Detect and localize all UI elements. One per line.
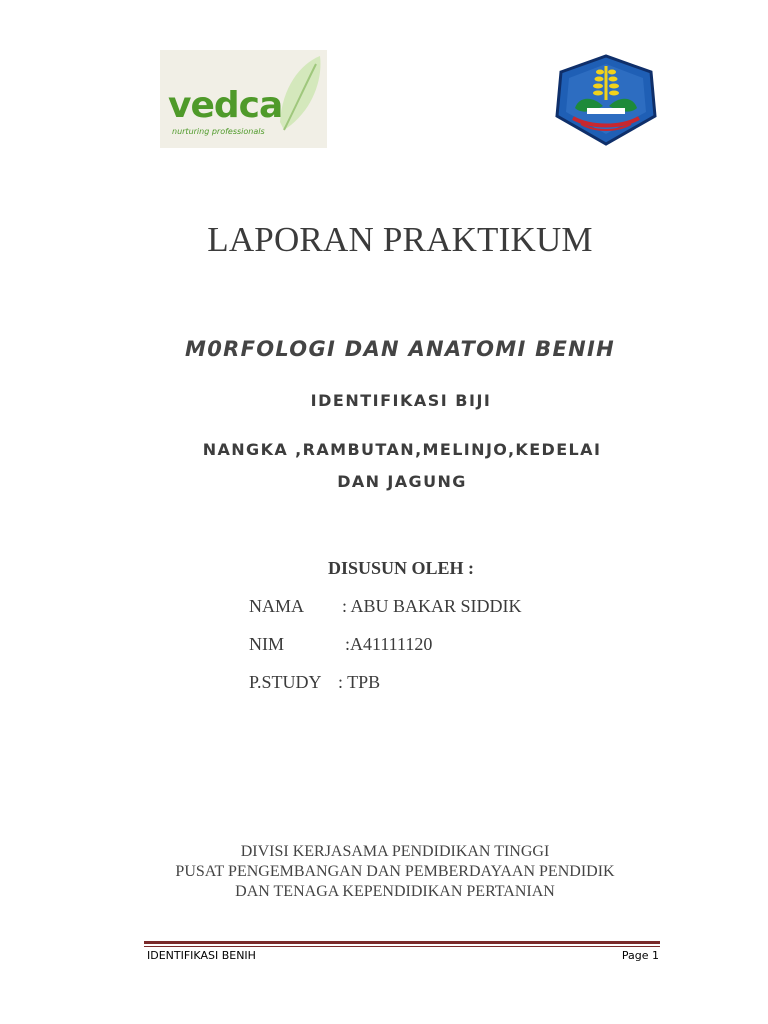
institution-line: PUSAT PENGEMBANGAN DAN PEMBERDAYAAN PENDIDIK bbox=[175, 863, 615, 880]
info-label: NAMA bbox=[249, 596, 305, 616]
footer-rule-thin bbox=[144, 946, 660, 947]
prepared-by-heading: DISUSUN OLEH : bbox=[327, 558, 475, 578]
seed-list-line-2: DAN JAGUNG bbox=[337, 472, 467, 491]
report-subtitle: M0RFOLOGI DAN ANATOMI BENIH bbox=[185, 337, 615, 361]
info-value: : ABU BAKAR SIDDIK bbox=[342, 596, 522, 616]
institution-block bbox=[0, 842, 768, 902]
seed-list-heading bbox=[0, 434, 768, 498]
university-emblem bbox=[551, 54, 661, 146]
info-label: P.STUDY bbox=[249, 672, 322, 692]
vedca-tagline: nurturing professionals bbox=[172, 127, 265, 136]
institution-line: DIVISI KERJASAMA PENDIDIKAN TINGGI bbox=[240, 843, 550, 860]
identification-heading: IDENTIFIKASI BIJI bbox=[310, 391, 492, 410]
vedca-wordmark: vedca bbox=[168, 85, 283, 126]
seed-list-line-1: NANGKA ,RAMBUTAN,MELINJO,KEDELAI bbox=[202, 440, 602, 459]
report-title: LAPORAN PRAKTIKUM bbox=[207, 220, 593, 259]
institution-line: DAN TENAGA KEPENDIDIKAN PERTANIAN bbox=[235, 883, 555, 900]
info-label: NIM bbox=[249, 634, 284, 654]
info-value: : TPB bbox=[338, 672, 381, 692]
footer-rule-thick bbox=[144, 941, 660, 944]
info-value: :A41111120 bbox=[345, 634, 433, 654]
footer-document-label: IDENTIFIKASI BENIH bbox=[147, 949, 256, 962]
vedca-logo bbox=[160, 50, 327, 148]
page-number: Page 1 bbox=[621, 949, 659, 962]
